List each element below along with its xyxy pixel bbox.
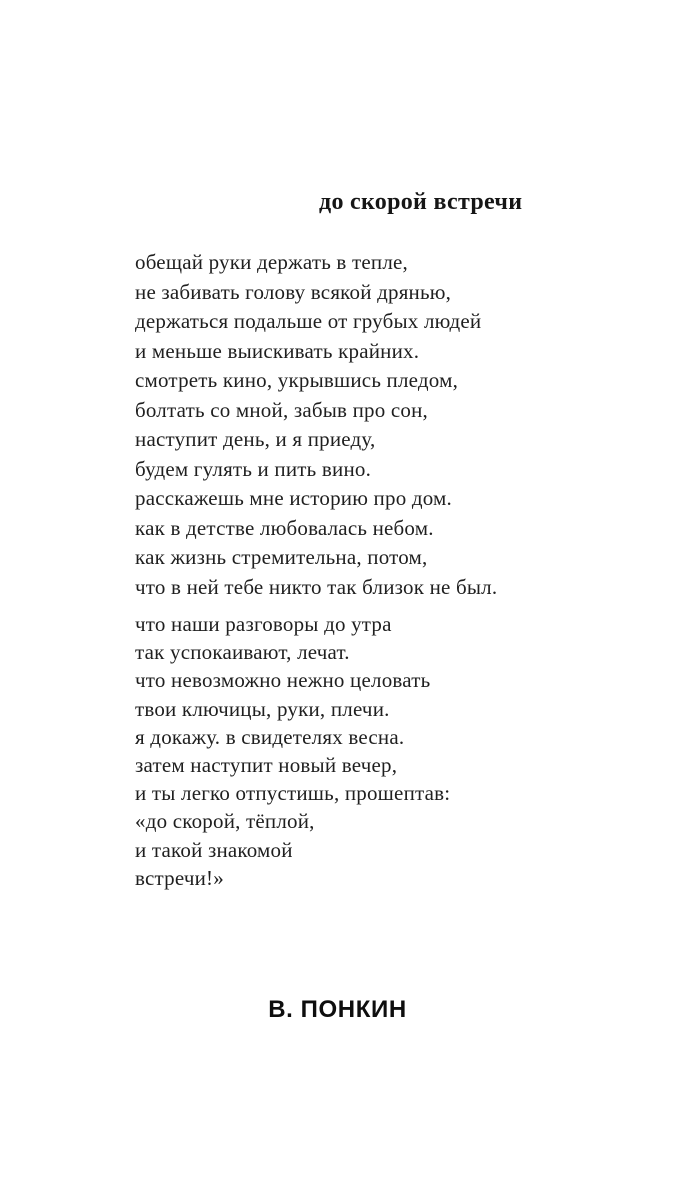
poem-line: как жизнь стремительна, потом, [135,545,428,569]
poem-line: обещай руки держать в тепле, [135,250,408,274]
poem-line: что наши разговоры до утра [135,612,392,636]
poem-line: и такой знакомой [135,837,293,862]
poem-stanza-1 [135,248,497,602]
poem-line: что невозможно нежно целовать [135,668,431,693]
poem-line: «до скорой, тёплой, [135,809,315,834]
poem-line: и ты легко отпустишь, прошептав: [135,781,451,806]
poem-line: я докажу. в свидетелях весна. [135,724,405,749]
poem-line: будем гулять и пить вино. [135,456,372,481]
poem-line: смотреть кино, укрывшись пледом, [135,368,459,392]
poem-line: твои ключицы, руки, плечи. [135,696,390,721]
poem-title: до скорой встречи [319,189,523,215]
poem-line: что в ней тебе никто так близок не был. [135,574,498,599]
poem-line: как в детстве любовалась небом. [135,515,434,540]
poem-line: держаться подальше от грубых людей [135,309,482,333]
poem-stanza-2 [135,610,450,892]
poem-line: затем наступит новый вечер, [135,753,398,778]
poem-line: так успокаивают, лечат. [135,640,350,665]
poem-line: болтать со мной, забыв про сон, [135,397,429,422]
poem-line: встречи!» [135,865,224,890]
poem-line: расскажешь мне историю про дом. [135,486,452,510]
author-name: В. ПОНКИН [268,996,407,1023]
poem-line: и меньше выискивать крайних. [135,338,420,363]
poem-line: не забивать голову всякой дрянью, [135,279,452,304]
poem-line: наступит день, и я приеду, [135,427,376,451]
